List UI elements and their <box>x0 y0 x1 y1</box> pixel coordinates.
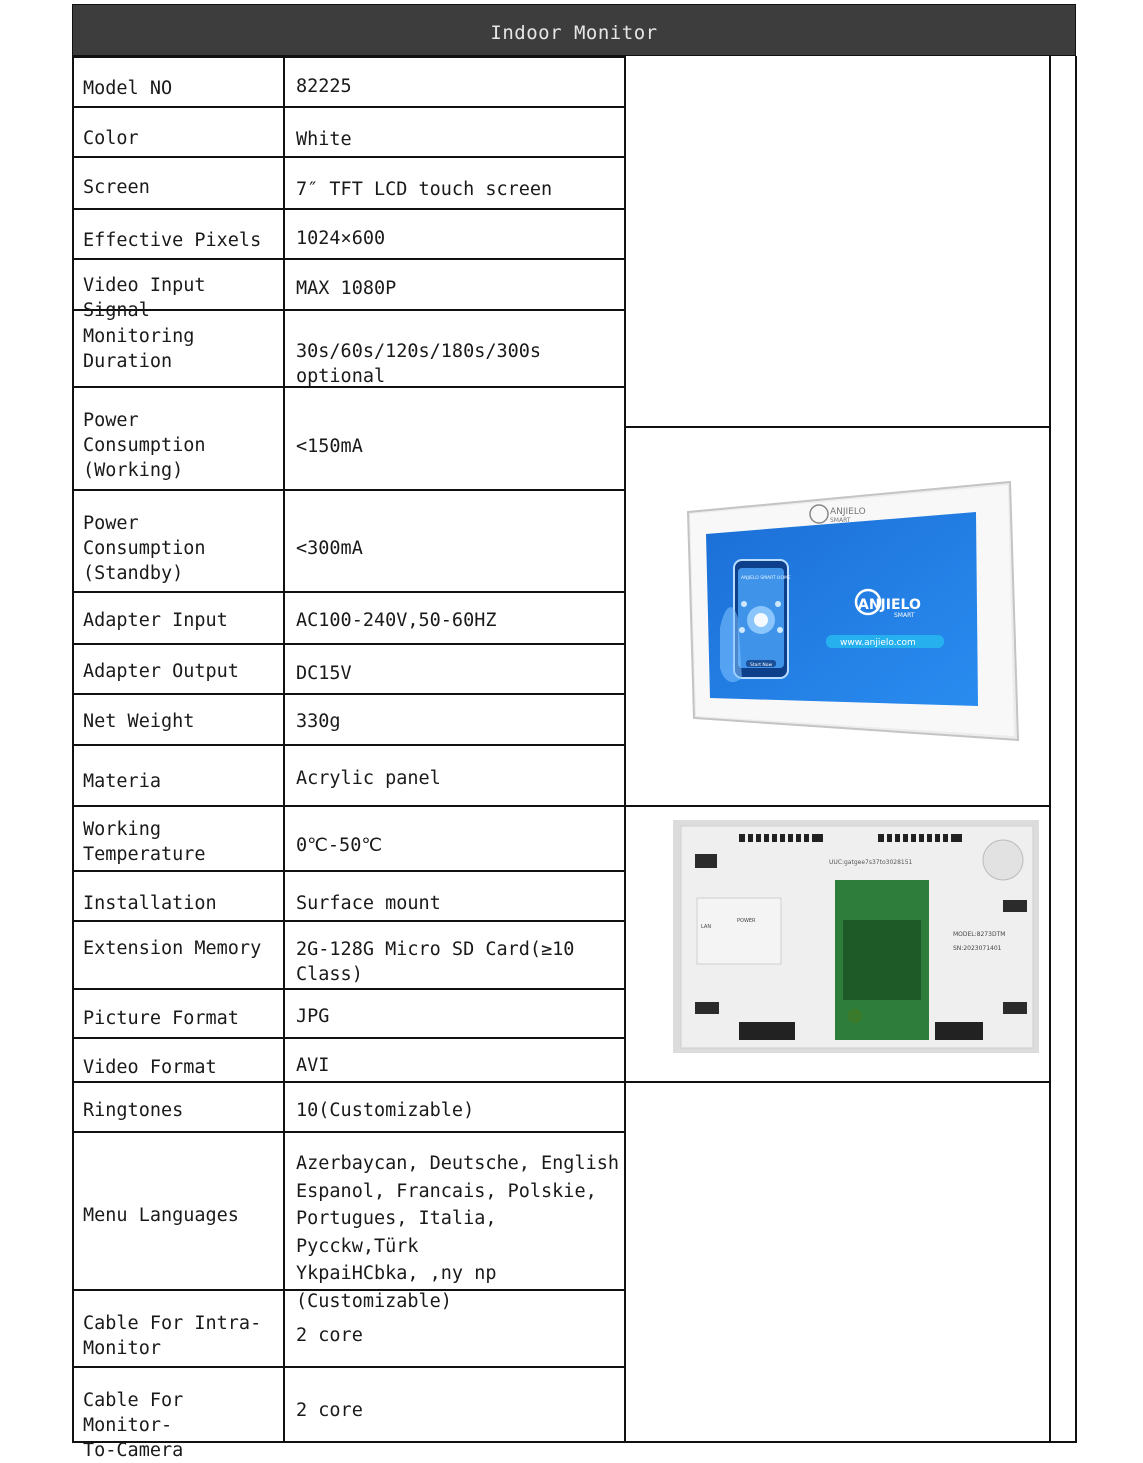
spec-value: 1024×600 <box>296 228 386 249</box>
spec-value: 0℃-50℃ <box>296 835 383 856</box>
spec-value: 330g <box>296 711 341 732</box>
spec-label: Power Consumption (Standby) <box>83 513 206 584</box>
row-divider <box>72 489 625 491</box>
brand-logo-small-sub: SMART <box>830 517 851 524</box>
brand-logo-sub: SMART <box>894 612 915 619</box>
spec-value: Azerbaycan, Deutsche, English Espanol, Francais, Polskie, Portugues, Italia, Pycckw,Türk YkpaiHCbka, ,ny np (Customizable) <box>296 1153 620 1312</box>
spec-label: Installation <box>83 893 217 914</box>
row-divider <box>72 106 625 108</box>
spec-label: Monitoring Duration <box>83 326 195 372</box>
model-label: MODEL:8273DTM <box>953 931 1006 938</box>
spec-label: Power Consumption (Working) <box>83 410 206 481</box>
spec-value: 2 core <box>296 1400 363 1421</box>
spec-value: AVI <box>296 1055 330 1076</box>
brand-logo-small: ANJIELO <box>830 507 866 517</box>
spec-value: Surface mount <box>296 893 441 914</box>
monitor-front-image <box>680 478 1022 754</box>
spec-label: Color <box>83 128 139 149</box>
image-divider <box>624 426 1050 428</box>
left-border <box>72 56 74 1443</box>
spec-value: White <box>296 129 352 150</box>
image-divider <box>624 805 1050 807</box>
brand-logo: ANJIELO <box>858 597 921 613</box>
spec-label: Effective Pixels <box>83 230 262 251</box>
spec-value: <300mA <box>296 538 363 559</box>
spec-label: Cable For Monitor- To-Camera <box>83 1390 184 1461</box>
spec-value: 2 core <box>296 1325 363 1346</box>
spec-label: Screen <box>83 177 150 198</box>
row-divider <box>72 870 625 872</box>
row-divider <box>72 1131 625 1133</box>
spec-value: AC100-240V,50-60HZ <box>296 610 497 631</box>
row-divider <box>72 56 625 58</box>
row-divider <box>72 744 625 746</box>
row-divider <box>72 988 625 990</box>
spec-label: Net Weight <box>83 711 195 732</box>
header-bar <box>72 4 1076 56</box>
row-divider <box>72 591 625 593</box>
lan-label: LAN <box>701 924 712 930</box>
spec-label: Adapter Output <box>83 661 239 682</box>
spec-value: 10(Customizable) <box>296 1100 475 1121</box>
phone-title: ANJIELO SMART HOME <box>741 576 791 581</box>
spec-label: Menu Languages <box>83 1205 239 1226</box>
spec-value: 82225 <box>296 76 352 97</box>
barcode-text: UUC:gatgee7s37to3028151 <box>829 859 913 866</box>
spec-label: Picture Format <box>83 1008 239 1029</box>
monitor-back-image <box>673 820 1039 1053</box>
spec-label: Adapter Input <box>83 610 228 631</box>
spec-value: 30s/60s/120s/180s/300s optional <box>296 341 542 387</box>
row-divider <box>72 1081 625 1083</box>
spec-value: Acrylic panel <box>296 768 441 789</box>
spec-label: Model NO <box>83 78 173 99</box>
row-divider <box>72 920 625 922</box>
column-divider <box>283 56 285 1443</box>
website-url: www.anjielo.com <box>840 638 916 648</box>
power-label: POWER <box>737 918 756 924</box>
row-divider <box>72 1037 625 1039</box>
bottom-border <box>624 1441 1077 1443</box>
spec-value: 2G-128G Micro SD Card(≥10 Class) <box>296 939 575 985</box>
spec-value: DC15V <box>296 663 352 684</box>
spec-label: Extension Memory <box>83 938 262 959</box>
serial-label: SN:2023071401 <box>953 945 1002 952</box>
spec-value: MAX 1080P <box>296 278 397 299</box>
row-divider <box>72 258 625 260</box>
spec-label: Cable For Intra- Monitor <box>83 1313 262 1359</box>
row-divider <box>72 693 625 695</box>
phone-button: Start Now <box>750 663 773 668</box>
row-divider <box>72 643 625 645</box>
right-outer-border <box>1075 56 1077 1443</box>
spec-label: Ringtones <box>83 1100 184 1121</box>
row-divider <box>72 1366 625 1368</box>
spec-value: JPG <box>296 1006 330 1027</box>
right-inner-border <box>1049 56 1051 1443</box>
row-divider <box>72 805 625 807</box>
row-divider <box>72 156 625 158</box>
spec-label: Video Input Signal <box>83 275 206 321</box>
spec-value: 7″ TFT LCD touch screen <box>296 179 553 200</box>
spec-label: Working Temperature <box>83 819 206 865</box>
page-title: Indoor Monitor <box>490 22 658 44</box>
image-divider <box>624 1081 1050 1083</box>
row-divider <box>72 208 625 210</box>
spec-label: Materia <box>83 771 161 792</box>
spec-value: <150mA <box>296 436 363 457</box>
spec-label: Video Format <box>83 1057 217 1078</box>
